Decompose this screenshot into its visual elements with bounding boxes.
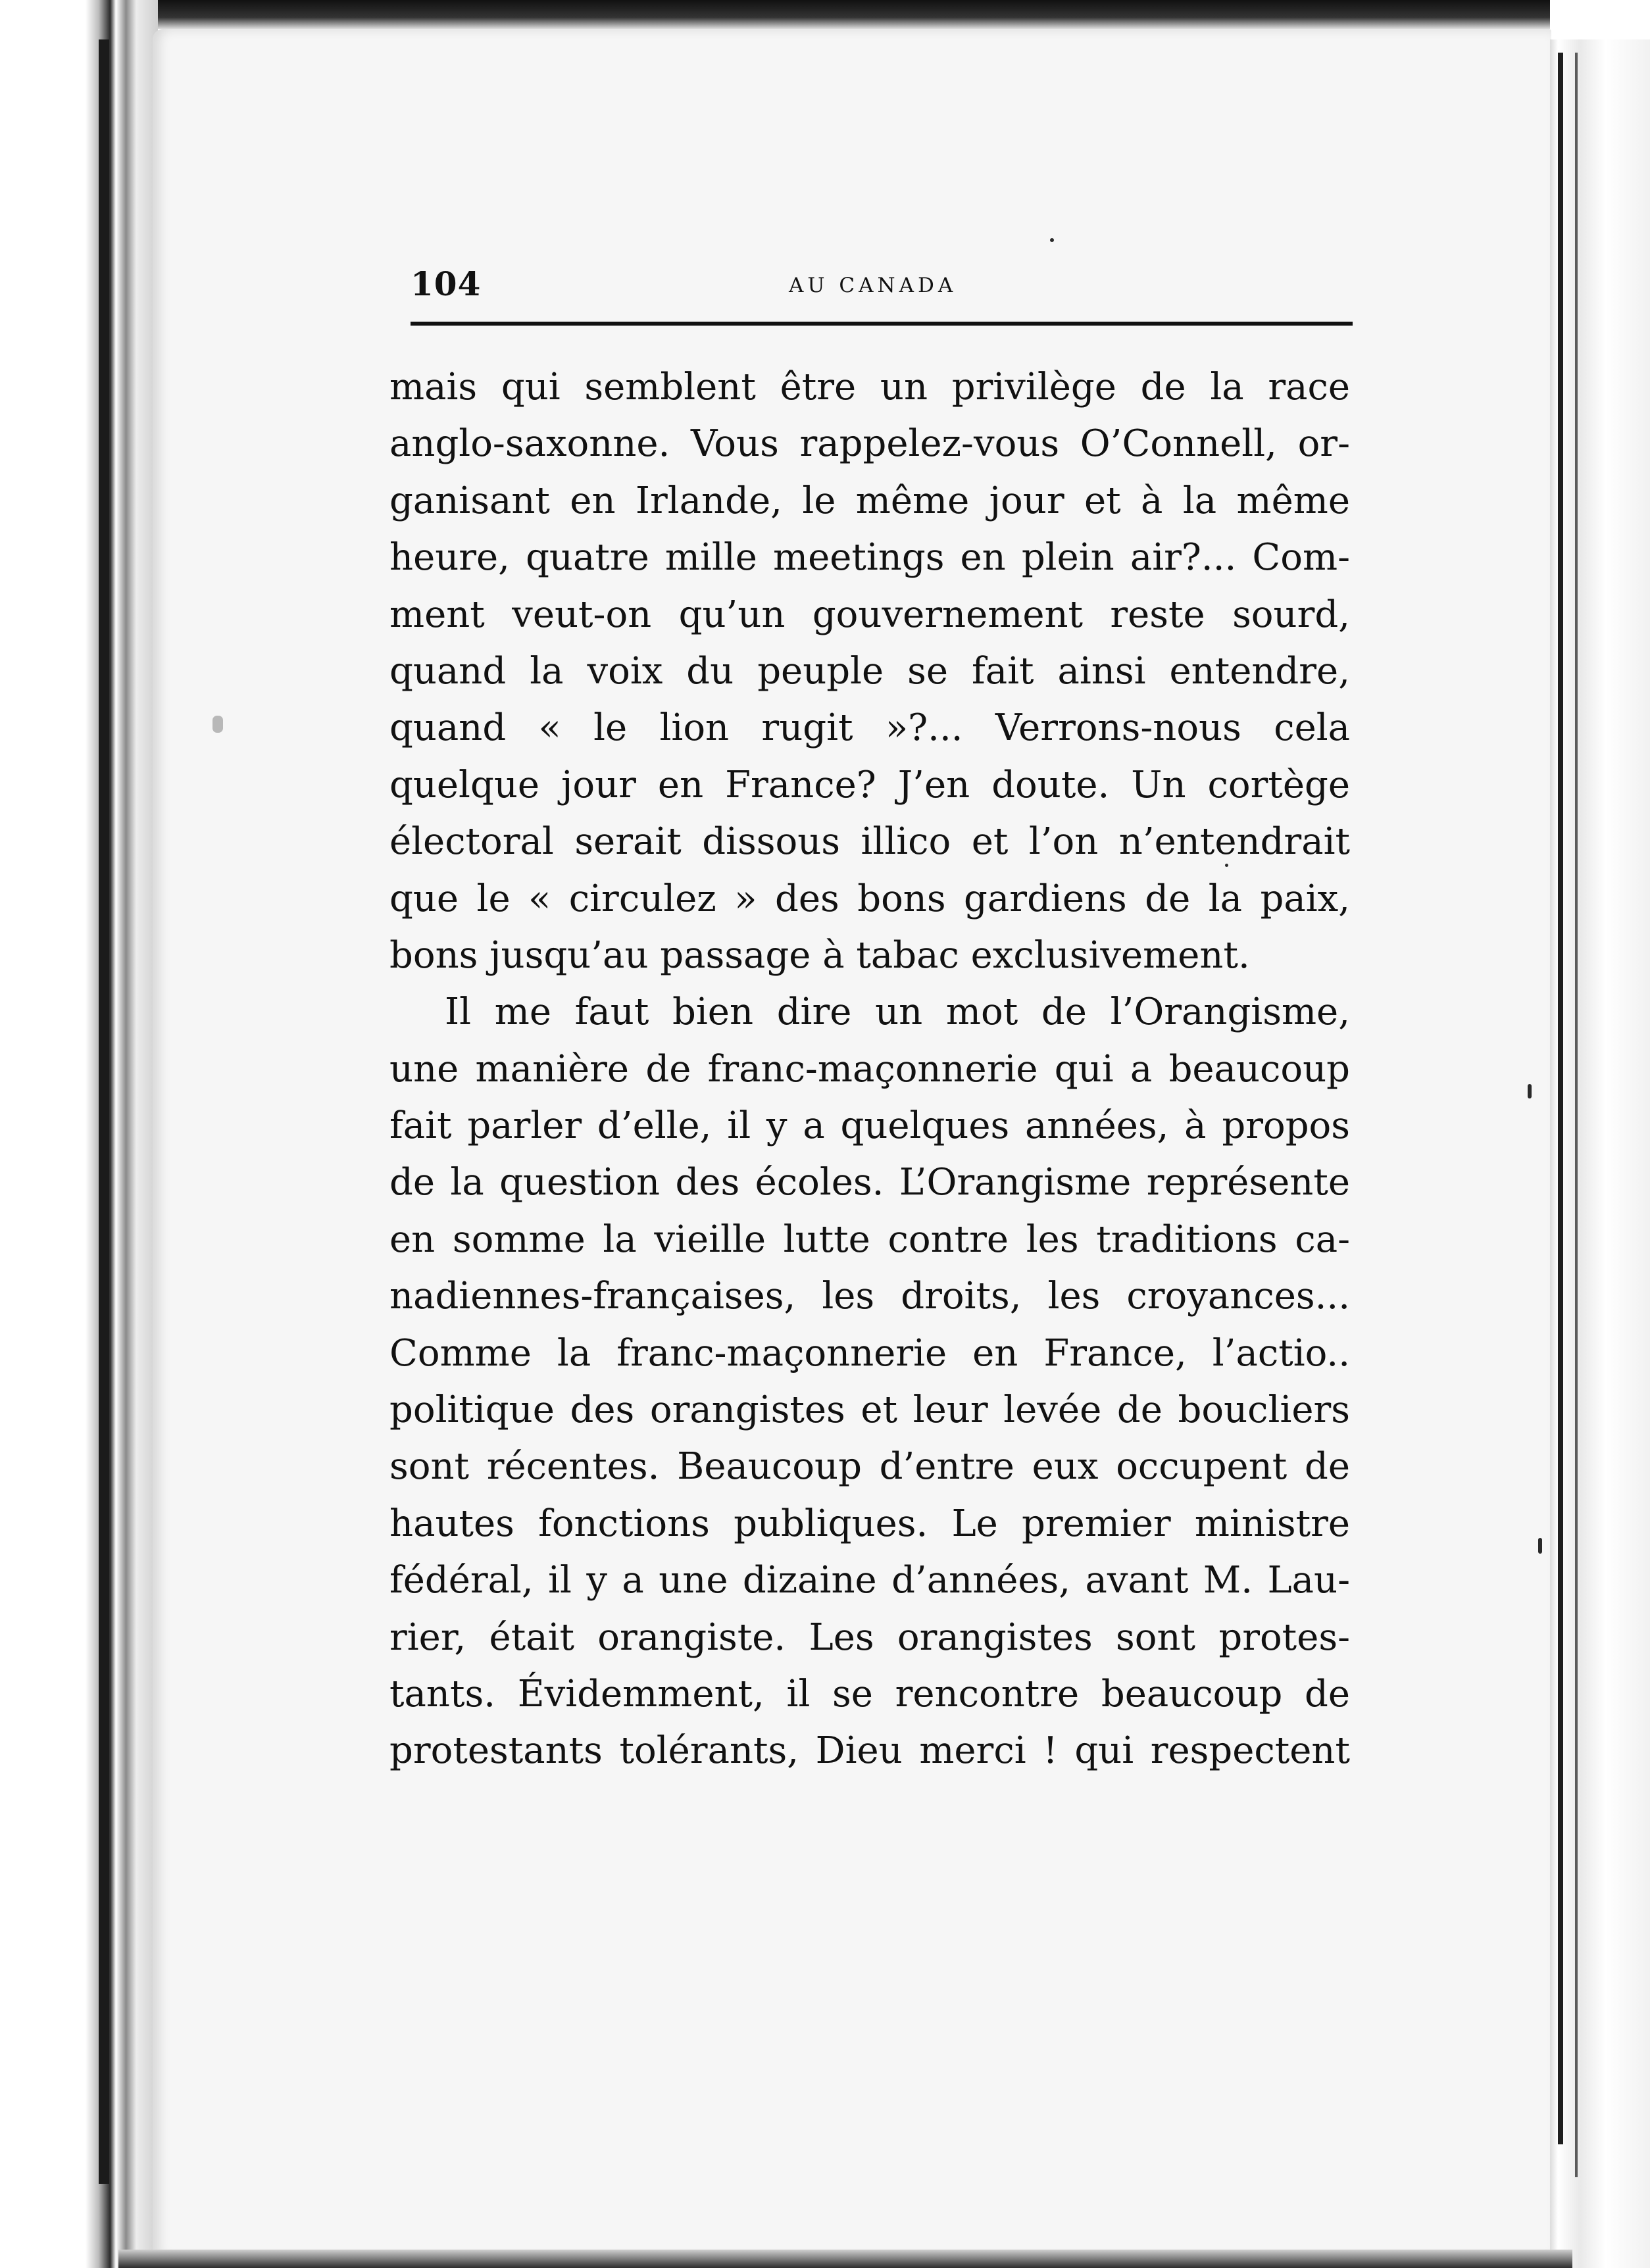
text-line: quand la voix du peuple se fait ainsi entendre, — [389, 649, 1350, 693]
text-line: politique des orangistes et leur levée de boucliers — [389, 1389, 1350, 1432]
text-line: fédéral, il y a une dizaine d’années, avant M. Lau- — [389, 1559, 1350, 1602]
page-number: 104 — [411, 264, 482, 303]
scan-top-border — [116, 0, 1550, 29]
text-line: sont récentes. Beaucoup d’entre eux occupent de — [389, 1445, 1350, 1489]
left-book-edge — [86, 0, 158, 2268]
text-line: mais qui semblent être un privilège de la race — [389, 366, 1350, 408]
text-line: ment veut-on qu’un gouvernement reste sourd, — [389, 593, 1350, 636]
margin-mark — [213, 716, 223, 733]
running-header — [411, 262, 1353, 326]
text-line: fait parler d’elle, il y a quelques années, à propos — [389, 1104, 1350, 1148]
text-line: hautes fonctions publiques. Le premier ministre — [389, 1502, 1350, 1545]
paper-speck — [1050, 238, 1054, 242]
right-book-edge — [1550, 39, 1650, 2268]
text-line: tants. Évidemment, il se rencontre beaucoup de — [389, 1672, 1350, 1715]
right-gutter-shadow — [1558, 53, 1563, 2144]
text-line: quand « le lion rugit »?... Verrons-nous cela — [389, 706, 1350, 750]
text-line: de la question des écoles. L’Orangisme représente — [389, 1161, 1350, 1204]
text-line: en somme la vieille lutte contre les traditions ca- — [389, 1218, 1350, 1261]
text-line: anglo-saxonne. Vous rappelez-vous O’Connell, or- — [389, 422, 1350, 466]
right-gutter-line — [1575, 53, 1578, 2177]
paragraph-start-line: Il me faut bien dire un mot de l’Orangisme, — [445, 991, 1350, 1034]
text-line: rier, était orangiste. Les orangistes sont protes- — [389, 1615, 1350, 1659]
running-title: AU CANADA — [789, 274, 957, 297]
text-line: protestants tolérants, Dieu merci ! qui respectent — [389, 1729, 1350, 1773]
text-line: que le « circulez » des bons gardiens de la paix, — [389, 877, 1350, 920]
header-rule — [411, 322, 1353, 326]
paper-speck — [1528, 1084, 1532, 1098]
left-binding-shadow — [99, 39, 109, 2184]
text-line: quelque jour en France? J’en doute. Un cortège — [389, 763, 1350, 806]
text-line: heure, quatre mille meetings en plein air?... Com- — [389, 536, 1350, 579]
scan-bottom-border — [118, 2250, 1572, 2268]
text-line: ganisant en Irlande, le même jour et à la même — [389, 479, 1350, 522]
text-line: Comme la franc-maçonnerie en France, l’actio.. — [389, 1331, 1350, 1375]
text-line: une manière de franc-maçonnerie qui a beaucoup — [389, 1047, 1350, 1091]
paragraph-end-line: bons jusqu’au passage à tabac exclusivement. — [389, 933, 1250, 977]
paper-speck — [1538, 1538, 1542, 1554]
body-text — [389, 359, 1350, 1780]
text-line: électoral serait dissous illico et l’on n’entendrait — [389, 820, 1350, 864]
text-line: nadiennes-françaises, les droits, les croyances... — [389, 1275, 1350, 1318]
